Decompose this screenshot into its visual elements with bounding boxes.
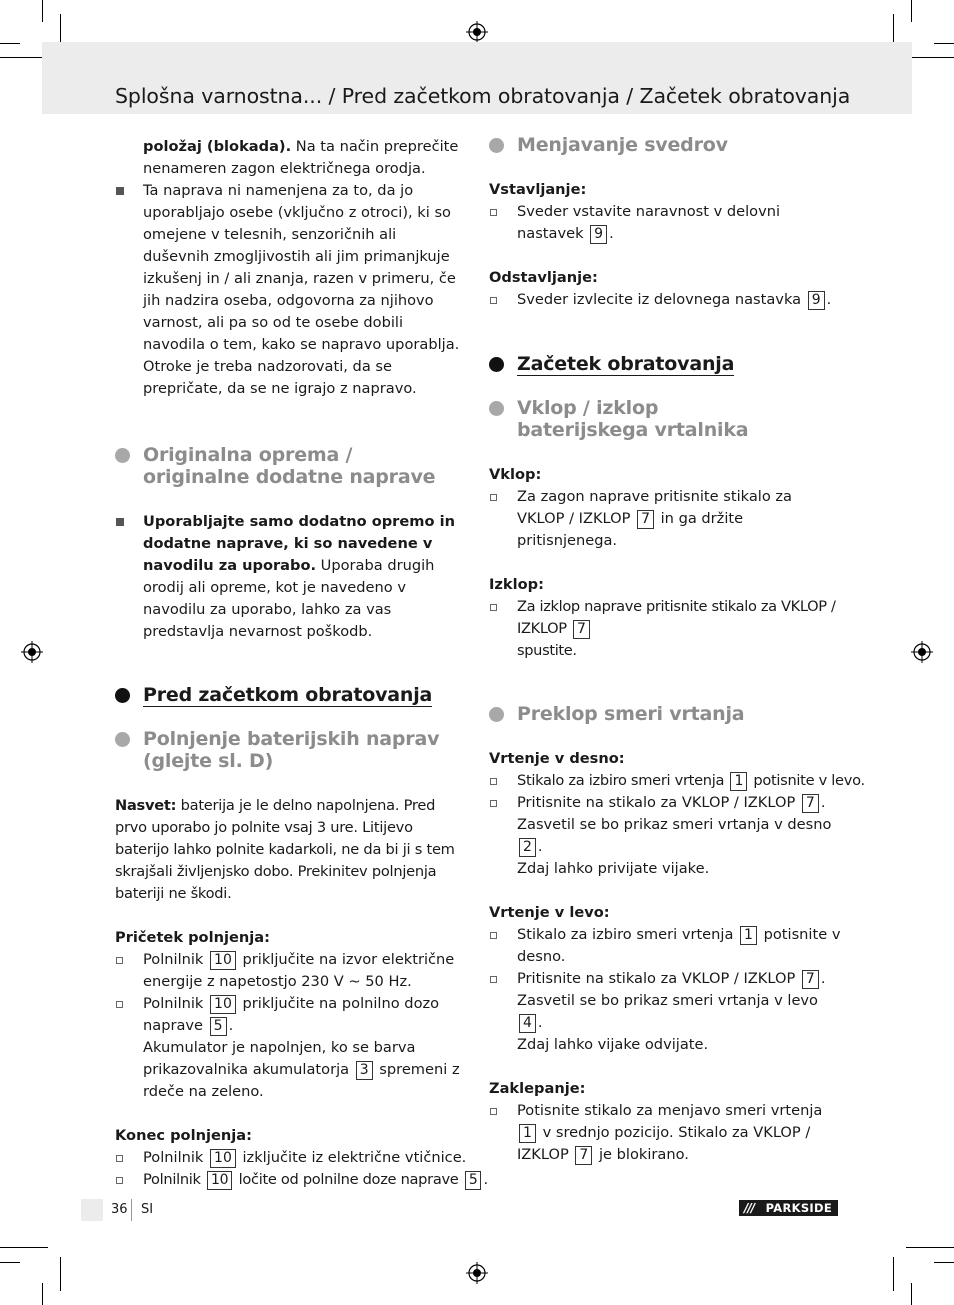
text: Akumulator je napolnjen, ko se barva prikazovalnika akumulatorja	[143, 1039, 416, 1078]
body-text: baterija je le delno napolnjena. Pred prvo uporabo jo polnite vsaj 3 ure. Litijevo baterijo lahko polnite kadarkoli, ne da bi ji s tem skrajšali življenjsko dobo. Prekinitev polnjenja bateriji ne škodi.	[115, 797, 455, 902]
subheading: Konec polnjenja:	[115, 1127, 252, 1144]
text: Polnilnik	[143, 995, 204, 1012]
text: .	[820, 794, 826, 811]
reference-number: 5	[210, 1017, 227, 1036]
page-number: 36	[111, 1202, 128, 1217]
text: .	[820, 970, 826, 987]
checkbox-bullet-icon	[490, 1108, 497, 1115]
crop-mark	[42, 0, 43, 22]
text: Zasvetil se bo prikaz smeri vrtanja v desno	[517, 816, 832, 833]
continued-paragraph	[115, 136, 467, 180]
footer-tab	[81, 1199, 103, 1221]
list-item	[489, 924, 841, 968]
checkbox-bullet-icon	[490, 209, 497, 216]
logo-slashes: ///	[744, 1201, 755, 1215]
bullet-dot-icon	[115, 732, 130, 747]
heading-line: originalne dodatne naprave	[143, 466, 436, 488]
reference-number: 9	[808, 291, 825, 310]
crop-mark	[893, 1257, 894, 1291]
language-code: SI	[141, 1202, 154, 1217]
list-item	[115, 1147, 467, 1169]
text: spustite.	[517, 642, 577, 659]
bullet-dot-icon	[115, 448, 130, 463]
text: Zdaj lahko privijate vijake.	[517, 860, 710, 877]
subheading: Vklop:	[489, 466, 542, 483]
text: .	[826, 291, 832, 308]
heading-line: baterijskega vrtalnika	[517, 419, 749, 441]
checkbox-bullet-icon	[490, 494, 497, 501]
subheading: Odstavljanje:	[489, 269, 598, 286]
crop-mark	[911, 1283, 912, 1305]
text: Stikalo za izbiro smeri vrtenja	[517, 926, 734, 943]
reference-number: 1	[740, 926, 757, 945]
subheading: Pričetek polnjenja:	[115, 929, 270, 946]
list-item	[489, 596, 841, 662]
text: .	[483, 1171, 488, 1188]
crop-mark	[0, 1262, 20, 1263]
crop-mark	[60, 1257, 61, 1291]
heading-line: Pred začetkom obratovanja	[143, 684, 433, 706]
list-item-text: Uporaba drugih orodij ali opreme, kot je navedeno v navodilu za uporabo, lahko za vas predstavlja nevarnost poškodb.	[143, 557, 435, 640]
heading-line: Vklop / izklop	[517, 397, 659, 419]
text: v srednjo pozicijo. Stikalo za VKLOP / IZKLOP	[517, 1124, 811, 1163]
square-bullet-icon	[116, 187, 124, 195]
checkbox-bullet-icon	[490, 800, 497, 807]
parkside-logo	[739, 1200, 838, 1216]
crop-mark	[906, 57, 954, 58]
text: Pritisnite na stikalo za VKLOP / IZKLOP	[517, 794, 796, 811]
text: spremeni z rdeče na zeleno.	[143, 1061, 460, 1100]
text: Zdaj lahko vijake odvijate.	[517, 1036, 709, 1053]
text: izključite iz električne vtičnice.	[242, 1149, 467, 1166]
text: Pritisnite na stikalo za VKLOP / IZKLOP	[517, 970, 796, 987]
text: Polnilnik	[143, 1171, 201, 1188]
subheading: Vrtenje v desno:	[489, 750, 625, 767]
list-item	[115, 1169, 488, 1191]
checkbox-bullet-icon	[490, 976, 497, 983]
reference-number: 10	[210, 1149, 236, 1168]
crop-mark	[934, 1262, 954, 1263]
reference-number: 3	[356, 1061, 373, 1080]
text: Za zagon naprave pritisnite stikalo za VKLOP / IZKLOP	[517, 488, 793, 527]
section-heading	[115, 684, 467, 706]
text: .	[228, 1017, 234, 1034]
bold-text: Uporabljajte samo dodatno opremo in dodatne naprave, ki so navedene v navodilu za uporabo.	[143, 513, 455, 574]
text: Polnilnik	[143, 1149, 204, 1166]
heading-line: Začetek obratovanja	[517, 353, 735, 375]
crop-mark	[42, 1283, 43, 1305]
checkbox-bullet-icon	[490, 297, 497, 304]
heading-line: Polnjenje baterijskih naprav	[143, 728, 440, 750]
section-heading	[489, 397, 841, 441]
crop-mark	[0, 57, 48, 58]
left-column	[115, 136, 488, 1191]
list-item	[115, 993, 467, 1103]
subheading: Zaklepanje:	[489, 1080, 586, 1097]
list-item	[115, 511, 467, 643]
bullet-dot-icon	[489, 138, 504, 153]
checkbox-bullet-icon	[116, 1177, 123, 1184]
list-item-text: Ta naprava ni namenjena za to, da jo uporabljajo osebe (vključno z otroci), ki so omejene v telesnih, senzoričnih ali duševnih zmogljivostih ali jim primanjkuje izkušenj in / ali znanja, razen v primeru, če jih nadzira oseba, odgovorna za njihovo varnost, ali pa so od te osebe dobili navodila o tem, kako se napravo uporablja. Otroke je treba nadzorovati, da se prepričate, da se ne igrajo z napravo.	[143, 182, 460, 397]
reference-number: 1	[730, 772, 747, 791]
subheading: Vstavljanje:	[489, 181, 587, 198]
text: Sveder izvlecite iz delovnega nastavka	[517, 291, 802, 308]
list-item	[489, 1100, 841, 1166]
text: Za izklop naprave pritisnite stikalo za VKLOP / IZKLOP	[517, 598, 836, 637]
reference-number: 9	[590, 225, 607, 244]
subheading: Izklop:	[489, 576, 544, 593]
reference-number: 7	[802, 794, 819, 813]
heading-line: Preklop smeri vrtanja	[517, 703, 745, 725]
text: Zasvetil se bo prikaz smeri vrtanja v levo	[517, 992, 818, 1009]
reference-number: 10	[210, 995, 236, 1014]
logo-text: PARKSIDE	[765, 1201, 832, 1215]
list-item	[489, 792, 841, 880]
body-text: Na ta način preprečite nenameren zagon električnega orodja.	[143, 138, 459, 177]
text: Stikalo za izbiro smeri vrtenja	[517, 772, 725, 789]
list-item	[489, 289, 841, 311]
text: potisnite v levo.	[753, 772, 865, 789]
crop-mark	[934, 43, 954, 44]
right-column	[489, 134, 865, 1166]
reference-number: 7	[637, 510, 654, 529]
section-heading	[489, 703, 841, 725]
heading-line: Originalna oprema /	[143, 444, 353, 466]
section-heading	[115, 444, 467, 488]
text: je blokirano.	[598, 1146, 689, 1163]
list-item	[489, 770, 865, 792]
text: Sveder vstavite naravnost v delovni nastavek	[517, 203, 781, 242]
text: ločite od polnilne doze naprave	[238, 1171, 459, 1188]
list-item	[489, 201, 841, 245]
reference-number: 7	[573, 620, 590, 639]
crop-mark	[0, 1247, 48, 1248]
footer-divider	[131, 1199, 132, 1221]
registration-mark-icon	[466, 21, 488, 43]
bold-text: položaj (blokada).	[143, 138, 292, 155]
square-bullet-icon	[116, 518, 124, 526]
list-item	[489, 486, 841, 552]
checkbox-bullet-icon	[116, 957, 123, 964]
page-title: Splošna varnostna... / Pred začetkom obratovanja / Začetek obratovanja	[115, 84, 851, 108]
reference-number: 7	[802, 970, 819, 989]
checkbox-bullet-icon	[490, 604, 497, 611]
text: .	[537, 1014, 543, 1031]
bullet-dot-icon	[489, 707, 504, 722]
tip-paragraph	[115, 795, 467, 905]
reference-number: 5	[465, 1171, 482, 1190]
reference-number: 10	[210, 951, 236, 970]
checkbox-bullet-icon	[490, 778, 497, 785]
bullet-dot-icon	[115, 688, 130, 703]
bullet-dot-icon	[489, 401, 504, 416]
reference-number: 7	[575, 1146, 592, 1165]
section-heading	[489, 353, 841, 375]
bullet-dot-icon	[489, 357, 504, 372]
crop-mark	[911, 0, 912, 22]
reference-number: 4	[519, 1014, 536, 1033]
text: in ga držite pritisnjenega.	[517, 510, 744, 549]
bold-text: Nasvet:	[115, 797, 177, 814]
checkbox-bullet-icon	[116, 1155, 123, 1162]
registration-mark-icon	[21, 641, 43, 663]
reference-number: 2	[519, 838, 536, 857]
section-heading	[115, 728, 467, 772]
list-item	[115, 180, 467, 400]
text: Potisnite stikalo za menjavo smeri vrtenja	[517, 1102, 823, 1119]
text: Polnilnik	[143, 951, 204, 968]
text: priključite na izvor električne energije z napetostjo 230 V ~ 50 Hz.	[143, 951, 455, 990]
list-item	[115, 949, 467, 993]
registration-mark-icon	[911, 641, 933, 663]
subheading: Vrtenje v levo:	[489, 904, 610, 921]
heading-line: Menjavanje svedrov	[517, 134, 728, 156]
text: .	[537, 838, 543, 855]
text: priključite na polnilno dozo naprave	[143, 995, 440, 1034]
crop-mark	[0, 43, 20, 44]
crop-mark	[906, 1247, 954, 1248]
reference-number: 10	[207, 1171, 232, 1190]
checkbox-bullet-icon	[490, 932, 497, 939]
registration-mark-icon	[466, 1262, 488, 1284]
section-heading	[489, 134, 841, 156]
list-item	[489, 968, 841, 1056]
text: .	[609, 225, 614, 242]
checkbox-bullet-icon	[116, 1001, 123, 1008]
heading-line: (glejte sl. D)	[143, 750, 274, 772]
reference-number: 1	[519, 1124, 536, 1143]
text: potisnite v desno.	[517, 926, 841, 965]
